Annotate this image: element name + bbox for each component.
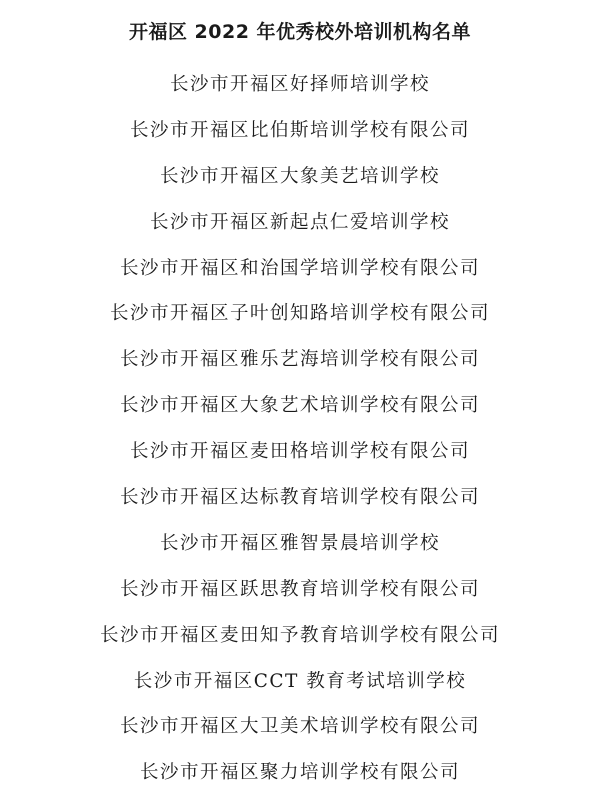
organization-item: 长沙市开福区麦田格培训学校有限公司 [129, 441, 470, 463]
organization-item: 长沙市开福区大象艺术培训学校有限公司 [119, 395, 480, 417]
organization-item: 长沙市开福区聚力培训学校有限公司 [139, 762, 460, 784]
organization-item: 长沙市开福区和治国学培训学校有限公司 [119, 257, 480, 279]
organization-list [0, 62, 600, 796]
organization-item: 长沙市开福区跃思教育培训学校有限公司 [119, 578, 480, 600]
organization-item: 长沙市开福区麦田知予教育培训学校有限公司 [99, 624, 500, 646]
organization-item: 长沙市开福区新起点仁爱培训学校 [149, 211, 450, 233]
organization-item: 长沙市开福区大卫美术培训学校有限公司 [119, 716, 480, 738]
organization-item: 长沙市开福区大象美艺培训学校 [159, 165, 440, 187]
organization-item: 长沙市开福区雅乐艺海培训学校有限公司 [119, 349, 480, 371]
organization-item: 长沙市开福区达标教育培训学校有限公司 [119, 487, 480, 509]
document-title: 开福区 2022 年优秀校外培训机构名单 [128, 20, 472, 43]
organization-item: 长沙市开福区子叶创知路培训学校有限公司 [109, 303, 490, 325]
organization-item: 长沙市开福区雅智景晨培训学校 [159, 532, 440, 554]
organization-item: 长沙市开福区好择师培训学校 [169, 74, 430, 95]
organization-item: 长沙市开福区CCT 教育考试培训学校 [133, 670, 467, 692]
organization-item: 长沙市开福区比伯斯培训学校有限公司 [129, 119, 470, 141]
